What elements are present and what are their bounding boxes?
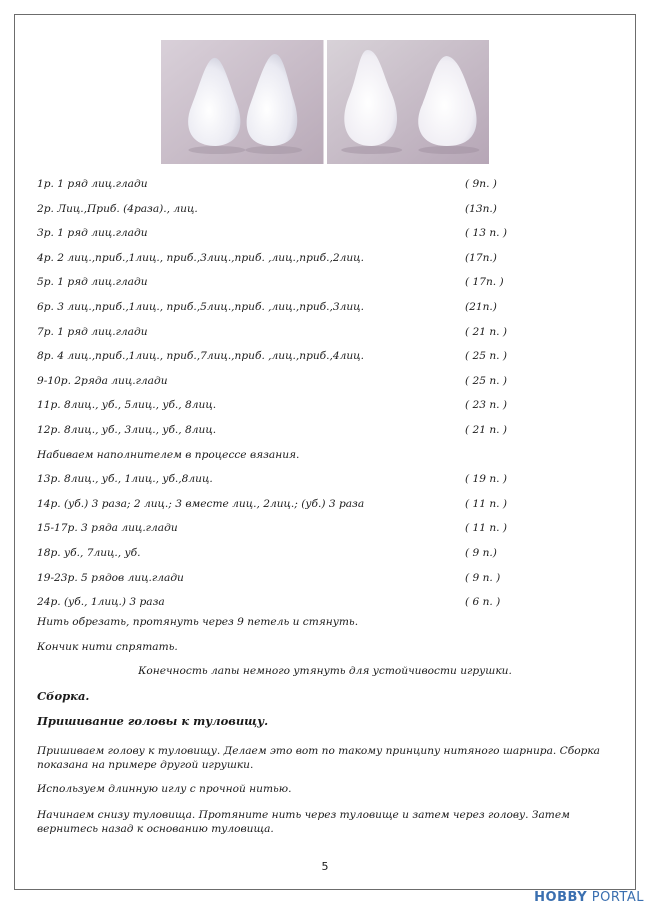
row-stitch-count: ( 9п. ) [465,178,497,190]
pattern-row [37,467,597,492]
row-instruction: 15-17р. 3 ряда лиц.глади [37,522,178,535]
row-stitch-count: ( 6 п. ) [465,596,501,609]
row-stitch-count: ( 23 п. ) [465,399,508,412]
pattern-row [37,221,597,246]
pattern-row [37,246,597,271]
paragraph-needle: Используем длинную иглу с прочной нитью. [37,783,292,795]
row-instruction: 11р. 8лиц., уб., 5лиц., уб., 8лиц. [37,399,217,412]
row-instruction: 13р. 8лиц., уб., 1лиц., уб.,8лиц. [37,473,213,486]
pattern-row [37,541,597,566]
row-instruction: 24р. (уб., 1лиц.) 3 раза [37,596,165,609]
finish-instruction: Нить обрезать, протянуть через 9 петель и стянуть. [37,616,359,628]
row-instruction: 12р. 8лиц., уб., 3лиц., уб., 8лиц. [37,423,217,436]
page-number: 5 [321,860,329,873]
row-stitch-count: ( 19 п. ) [465,473,508,486]
pattern-row [37,295,597,320]
row-instruction: Набиваем наполнителем в процессе вязания. [37,448,300,461]
pattern-row [37,270,597,295]
row-instruction: 6р. 3 лиц.,приб.,1лиц., приб.,5лиц.,приб. ,лиц.,приб.,3лиц. [37,300,364,313]
logo-hobby: HOBBY [534,890,588,905]
row-stitch-count: ( 25 п. ) [465,374,508,387]
pattern-row [37,344,597,369]
pattern-row [37,590,597,615]
sewing-heading: Пришивание головы к туловищу. [37,714,269,728]
row-stitch-count: (13п.) [465,202,497,215]
row-stitch-count: ( 11 п. ) [465,497,508,510]
pattern-row [37,418,597,443]
hobbyportal-logo [534,890,644,905]
hide-thread-instruction: Кончик нити спрятать. [37,641,178,653]
row-stitch-count: ( 21 п. ) [465,423,508,436]
row-stitch-count: ( 11 п. ) [465,522,508,535]
row-stitch-count: (17п.) [465,251,497,264]
pattern-row [37,320,597,345]
row-instruction: 2р. Лиц.,Приб. (4раза)., лиц. [37,202,198,215]
pattern-row [37,369,597,394]
pattern-row [37,172,597,197]
pattern-row [37,566,597,591]
pattern-row [37,516,597,541]
row-instruction: 18р. уб., 7лиц., уб. [37,546,141,559]
pattern-row [37,197,597,222]
pattern-row [37,492,597,517]
paragraph-start: Начинаем снизу туловища. Протяните нить через туловище и затем через голову. Затем вернитесь назад к основанию туловища. [37,809,570,835]
pattern-note [37,443,597,468]
centered-note: Конечность лапы немного утянуть для устойчивости игрушки. [138,665,512,677]
row-instruction: 19-23р. 5 рядов лиц.глади [37,571,184,584]
row-stitch-count: ( 17п. ) [465,276,504,289]
row-stitch-count: ( 9 п. ) [465,571,501,584]
row-instruction: 3р. 1 ряд лиц.глади [37,227,148,240]
row-instruction: 8р. 4 лиц.,приб.,1лиц., приб.,7лиц.,приб. ,лиц.,приб.,4лиц. [37,350,364,363]
photo-strip [161,40,489,164]
row-instruction: 1р. 1 ряд лиц.глади [37,178,148,190]
pattern-row [37,393,597,418]
assembly-heading: Сборка. [37,689,90,703]
pattern-rows [37,172,597,615]
row-instruction: 4р. 2 лиц.,приб.,1лиц., приб.,3лиц.,приб. ,лиц.,приб.,2лиц. [37,251,364,264]
photo-knitted-paws-right [327,40,490,164]
row-instruction: 14р. (уб.) 3 раза; 2 лиц.; 3 вместе лиц., 2лиц.; (уб.) 3 раза [37,497,365,510]
row-stitch-count: (21п.) [465,300,497,313]
paragraph-joint: Пришиваем голову к туловищу. Делаем это вот по такому принципу нитяного шарнира. Сборка показана на примере другой игрушки. [37,745,600,771]
row-instruction: 7р. 1 ряд лиц.глади [37,325,148,338]
row-stitch-count: ( 21 п. ) [465,325,508,338]
photo-knitted-paws-left [161,40,324,164]
row-instruction: 5р. 1 ряд лиц.глади [37,276,148,289]
row-stitch-count: ( 13 п. ) [465,227,508,240]
row-stitch-count: ( 25 п. ) [465,350,508,363]
row-stitch-count: ( 9 п.) [465,546,497,559]
row-instruction: 9-10р. 2ряда лиц.глади [37,374,168,387]
logo-portal: PORTAL [591,890,644,905]
